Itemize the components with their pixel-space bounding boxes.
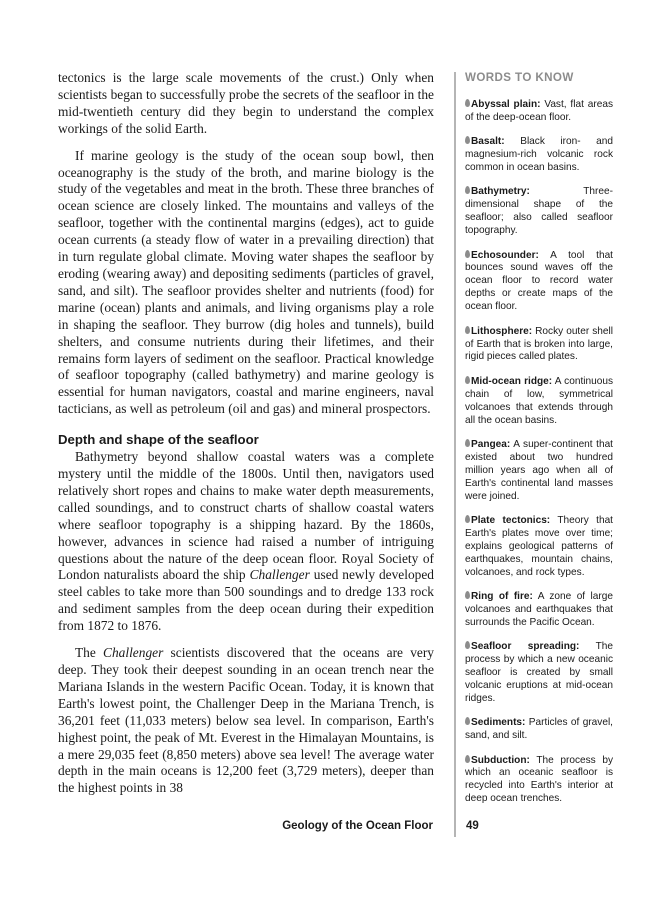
glossary-definition: Particles of gravel, sand, and silt. [465, 717, 613, 742]
glossary-term: Pangea: [471, 438, 511, 450]
glossary-definition: A tool that bounces sound waves off the ocean floor to record water depths or create maps of the ocean floor. [465, 249, 613, 313]
main-column [58, 70, 434, 807]
paragraph-4 [58, 645, 434, 797]
water-drop-icon [465, 717, 470, 725]
glossary-definition: A super-continent that existed about two hundred million years ago when all of Earth's continental land masses were joined. [465, 438, 613, 502]
glossary-entry [465, 99, 613, 125]
glossary-definition: Theory that Earth's plates move over time; explains geological patterns of earthquakes, mountain chains, volcanoes, and rock types. [465, 514, 613, 578]
glossary-term: Lithosphere: [471, 325, 533, 337]
paragraph-3-text-b: used newly developed steel cables to take more than 500 soundings and to dredge 133 rock and sediment samples from the deep ocean during their expedition from 1872 to 1876. [58, 567, 434, 634]
glossary-entry [465, 515, 613, 580]
footer-divider [454, 817, 456, 837]
paragraph-4-text-a: The [75, 645, 104, 661]
glossary-term: Ring of fire: [471, 591, 533, 602]
glossary-list [465, 99, 613, 806]
glossary-entry [465, 641, 613, 706]
glossary-term: Mid-ocean ridge: [471, 375, 553, 387]
ship-name: Challenger [249, 567, 310, 583]
glossary-definition: The process by which a new oceanic seafloor is created by small volcanic eruptions at mid-ocean ridges. [465, 641, 613, 704]
glossary-entry [465, 186, 613, 238]
glossary-term: Subduction: [471, 754, 530, 766]
glossary-entry [465, 717, 613, 743]
glossary-term: Abyssal plain: [471, 98, 541, 110]
water-drop-icon [465, 186, 470, 194]
water-drop-icon [465, 376, 470, 384]
water-drop-icon [465, 136, 470, 144]
water-drop-icon [465, 326, 470, 334]
water-drop-icon [465, 515, 470, 523]
water-drop-icon [465, 755, 470, 763]
paragraph-1: tectonics is the large scale movements of the crust.) Only when scientists began to successfully probe the secrets of the seafloor in the mid-twentieth century did they begin to understand the complex workings of the solid Earth. [58, 70, 434, 136]
glossary-term: Bathymetry: [471, 186, 530, 198]
glossary-term: Plate tectonics: [471, 514, 551, 526]
glossary-term: Basalt: [471, 136, 505, 148]
ship-name: Challenger [103, 645, 164, 661]
paragraph-2: If marine geology is the study of the ocean soup bowl, then oceanography is the study of the broth, and marine biology is the study of the vegetables and meat in the broth. These three branches of ocean science are closely linked. The mountains and valleys of the seafloor, together with the continental margins (edges), act to guide ocean currents (a steady flow of water in a prevailing direction) that in turn regulate global climate. Moving water shapes the seafloor by eroding (wearing away) and depositing sediments (particles of gravel, sand, and silt). The seafloor provides shelter and nutrients (food) for marine (ocean) plants and animals, and living organisms play a role in shaping the seafloor. They burrow (dig holes and tunnels), build shelters, and consume nutrients during their lifetimes, and their remains form layers of sediment on the seafloor. Practical knowledge of seafloor topography (called bathymetry) and marine geology is essential for human navigators, coastal and marine engineers, naval tacticians, as well as petroleum (oil and gas) and mineral prospectors. [58, 147, 434, 417]
water-drop-icon [465, 250, 470, 258]
glossary-entry [465, 439, 613, 504]
glossary-entry [465, 755, 613, 807]
sidebar-title: WORDS TO KNOW [465, 71, 574, 84]
water-drop-icon [465, 99, 470, 107]
glossary-definition: Rocky outer shell of Earth that is broken into large, rigid pieces called plates. [465, 325, 613, 363]
glossary-entry [465, 376, 613, 428]
glossary-term: Sediments: [471, 717, 526, 729]
glossary-definition: Three-dimensional shape of the seafloor; also called seafloor topography. [465, 186, 613, 237]
page-number: 49 [466, 820, 479, 832]
glossary-definition: The process by which an oceanic seafloor is recycled into Earth's interior at deep ocean trenches. [465, 754, 613, 805]
glossary-entry [465, 591, 613, 630]
running-title: Geology of the Ocean Floor [282, 820, 433, 832]
glossary-definition: A zone of large volcanoes and earthquakes that surrounds the Pacific Ocean. [465, 591, 613, 628]
glossary-entry [465, 250, 613, 315]
glossary-entry [465, 136, 613, 175]
glossary-term: Echosounder: [471, 249, 539, 261]
glossary-definition: A continuous chain of low, symmetrical volcanoes that extends through all the ocean basins. [465, 375, 613, 426]
water-drop-icon [465, 591, 470, 599]
water-drop-icon [465, 641, 470, 649]
column-divider [454, 72, 456, 828]
glossary-definition: Black iron- and magnesium-rich volcanic rock common in ocean basins. [465, 136, 613, 174]
glossary-term: Seafloor spreading: [471, 641, 580, 653]
section-heading: Depth and shape of the seafloor [58, 432, 259, 448]
paragraph-4-text-b: scientists discovered that the oceans are very deep. They took their deepest sounding in an ocean trench near the Mariana Islands in the western Pacific Ocean. Today, it is known that Earth's lowest point, the Challenger Deep in the Mariana Trench, is 36,201 feet (11,033 meters) below sea level. In comparison, Earth's highest point, the peak of Mt. Everest in the Himalayan Mountains, is a mere 29,035 feet (8,850 meters) above sea level! The average water depth in the main oceans is 12,200 feet (3,729 meters), deeper than the highest points in 38 [58, 645, 434, 796]
glossary-definition: Vast, flat areas of the deep-ocean floor. [465, 98, 613, 123]
glossary-entry [465, 326, 613, 365]
words-to-know-sidebar [465, 72, 613, 818]
paragraph-3 [58, 449, 434, 635]
paragraph-3-text-a: Bathymetry beyond shallow coastal waters was a complete mystery until the middle of the 1800s. Until then, navigators used relatively short ropes and chains to make water depth measurements, called soundings, and to construct charts of shallow coastal waters where seafloor topography is a shipping hazard. By the 1860s, however, advances in science had raised a number of intriguing questions about the nature of the deep ocean floor. Royal Society of London naturalists aboard the ship [58, 449, 434, 583]
water-drop-icon [465, 439, 470, 447]
